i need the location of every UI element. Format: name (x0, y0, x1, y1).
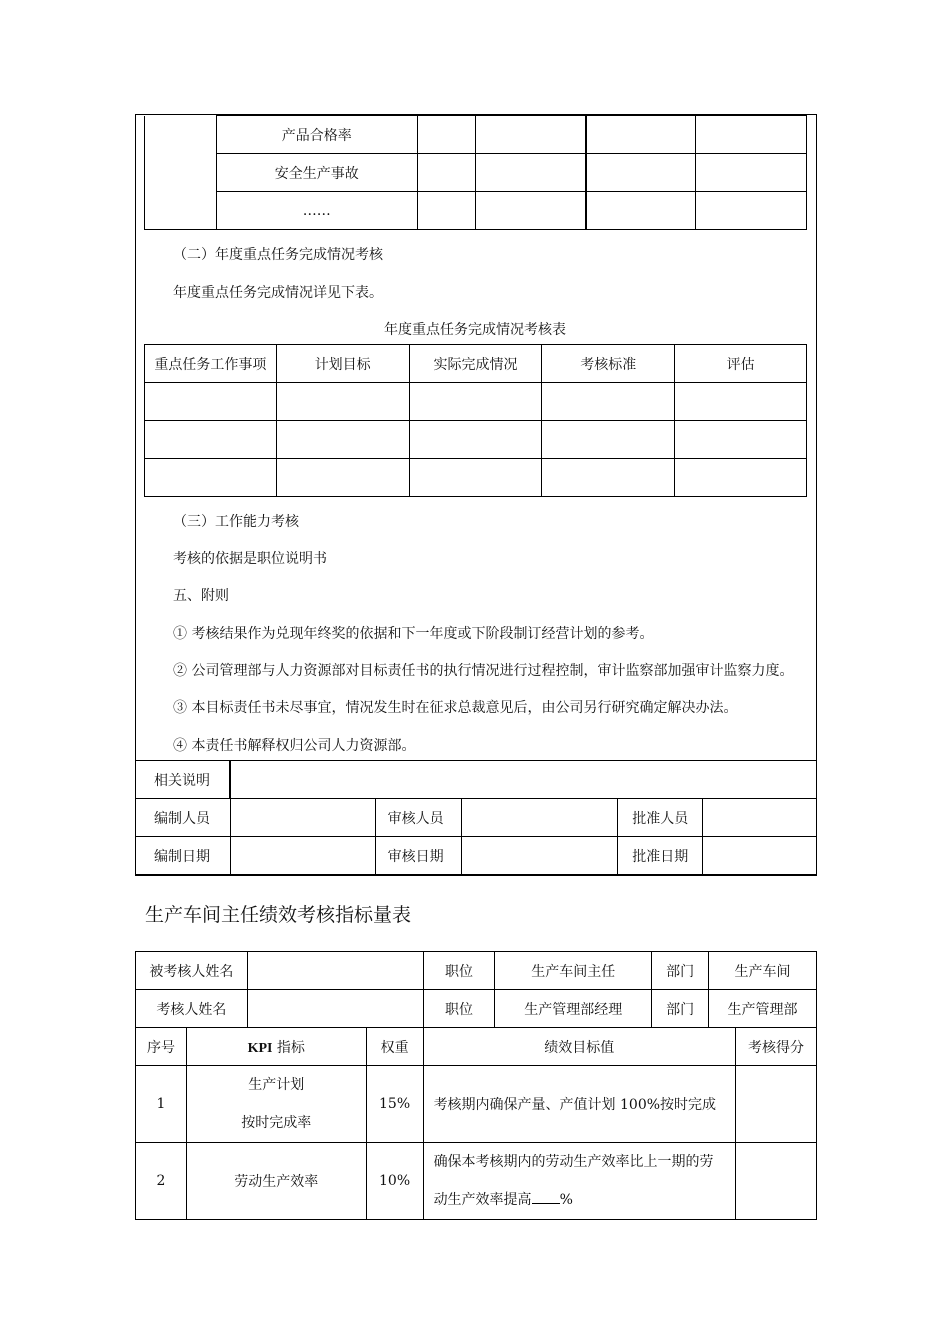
column-header: 考核标准 (542, 345, 675, 383)
kpi-bold-text: KPI (247, 1040, 273, 1056)
approved-by-label: 批准人员 (618, 799, 703, 837)
table-row (136, 952, 817, 990)
row-number: 1 (136, 1066, 187, 1143)
assessor-label: 考核人姓名 (136, 990, 248, 1028)
assessor-dept: 生产管理部 (709, 990, 817, 1028)
section2-title: （二）年度重点任务完成情况考核 (173, 247, 383, 263)
indicator-name: …… (216, 192, 417, 230)
prepared-by-label: 编制人员 (136, 799, 231, 837)
related-label: 相关说明 (136, 761, 231, 799)
column-header: 绩效目标值 (423, 1028, 735, 1066)
assessee-label: 被考核人姓名 (136, 952, 248, 990)
section3-basis: 考核的依据是职位说明书 (173, 551, 327, 567)
column-header: 序号 (136, 1028, 187, 1066)
assessor-position: 生产管理部经理 (495, 990, 652, 1028)
column-header: 权重 (366, 1028, 423, 1066)
score-cell (736, 1143, 817, 1220)
column-header: 考核得分 (736, 1028, 817, 1066)
table-header-row (145, 345, 807, 383)
target-value: 确保本考核期内的劳动生产效率比上一期的劳 动生产效率提高 % (423, 1143, 735, 1220)
table-row (136, 1066, 817, 1143)
target-value: 考核期内确保产量、产值计划 100%按时完成 (423, 1066, 735, 1143)
reviewed-date-label: 审核日期 (375, 837, 461, 875)
kpi-name: 劳动生产效率 (186, 1143, 366, 1220)
kpi-name: 生产计划 按时完成率 (186, 1066, 366, 1143)
dept-label: 部门 (652, 990, 709, 1028)
fill-in-blank[interactable] (532, 1190, 560, 1204)
column-header: KPI 指标 (186, 1028, 366, 1066)
prepared-date-label: 编制日期 (136, 837, 231, 875)
assessor-name-cell (247, 990, 423, 1028)
clause-item: ③ 本目标责任书未尽事宜，情况发生时在征求总裁意见后，由公司另行研究确定解决办法。 (173, 700, 738, 716)
assessee-name-cell (247, 952, 423, 990)
clause-item: ① 考核结果作为兑现年终奖的依据和下一年度或下阶段制订经营计划的参考。 (173, 626, 654, 642)
section2-note: 年度重点任务完成情况详见下表。 (173, 285, 383, 301)
page-title: 生产车间主任绩效考核指标量表 (145, 904, 412, 926)
table-row (145, 421, 807, 459)
table-row (145, 154, 807, 192)
assessee-position: 生产车间主任 (495, 952, 652, 990)
table-row (145, 116, 807, 154)
weight-value: 10% (366, 1143, 423, 1220)
table-row (136, 990, 817, 1028)
column-header: 实际完成情况 (409, 345, 542, 383)
column-header: 评估 (675, 345, 807, 383)
kpi-table (135, 951, 817, 1220)
table-caption: 年度重点任务完成情况考核表 (384, 322, 566, 338)
table-row (136, 799, 817, 837)
table-row (145, 383, 807, 421)
clause-item: ② 公司管理部与人力资源部对目标责任书的执行情况进行过程控制，审计监察部加强审计监察力度。 (173, 663, 794, 679)
approved-date-label: 批准日期 (618, 837, 703, 875)
column-header: 重点任务工作事项 (145, 345, 277, 383)
reviewed-by-label: 审核人员 (375, 799, 461, 837)
column-header: 计划目标 (276, 345, 409, 383)
position-label: 职位 (423, 952, 495, 990)
table-row (136, 761, 817, 799)
table-header-row (136, 1028, 817, 1066)
row-number: 2 (136, 1143, 187, 1220)
table-row (145, 192, 807, 230)
related-value (230, 761, 816, 799)
indicator-table (144, 115, 807, 230)
table-row (136, 837, 817, 875)
signoff-table (135, 760, 817, 875)
score-cell (736, 1066, 817, 1143)
indicator-name: 产品合格率 (216, 116, 417, 154)
dept-label: 部门 (652, 952, 709, 990)
weight-value: 15% (366, 1066, 423, 1143)
position-label: 职位 (423, 990, 495, 1028)
assessee-dept: 生产车间 (709, 952, 817, 990)
section3-title: （三）工作能力考核 (173, 514, 299, 530)
category-cell (145, 116, 217, 230)
table-row (145, 459, 807, 497)
key-task-table (144, 344, 807, 497)
section5-title: 五、附则 (173, 588, 229, 604)
clause-item: ④ 本责任书解释权归公司人力资源部。 (173, 738, 416, 754)
indicator-name: 安全生产事故 (216, 154, 417, 192)
table-row (136, 1143, 817, 1220)
